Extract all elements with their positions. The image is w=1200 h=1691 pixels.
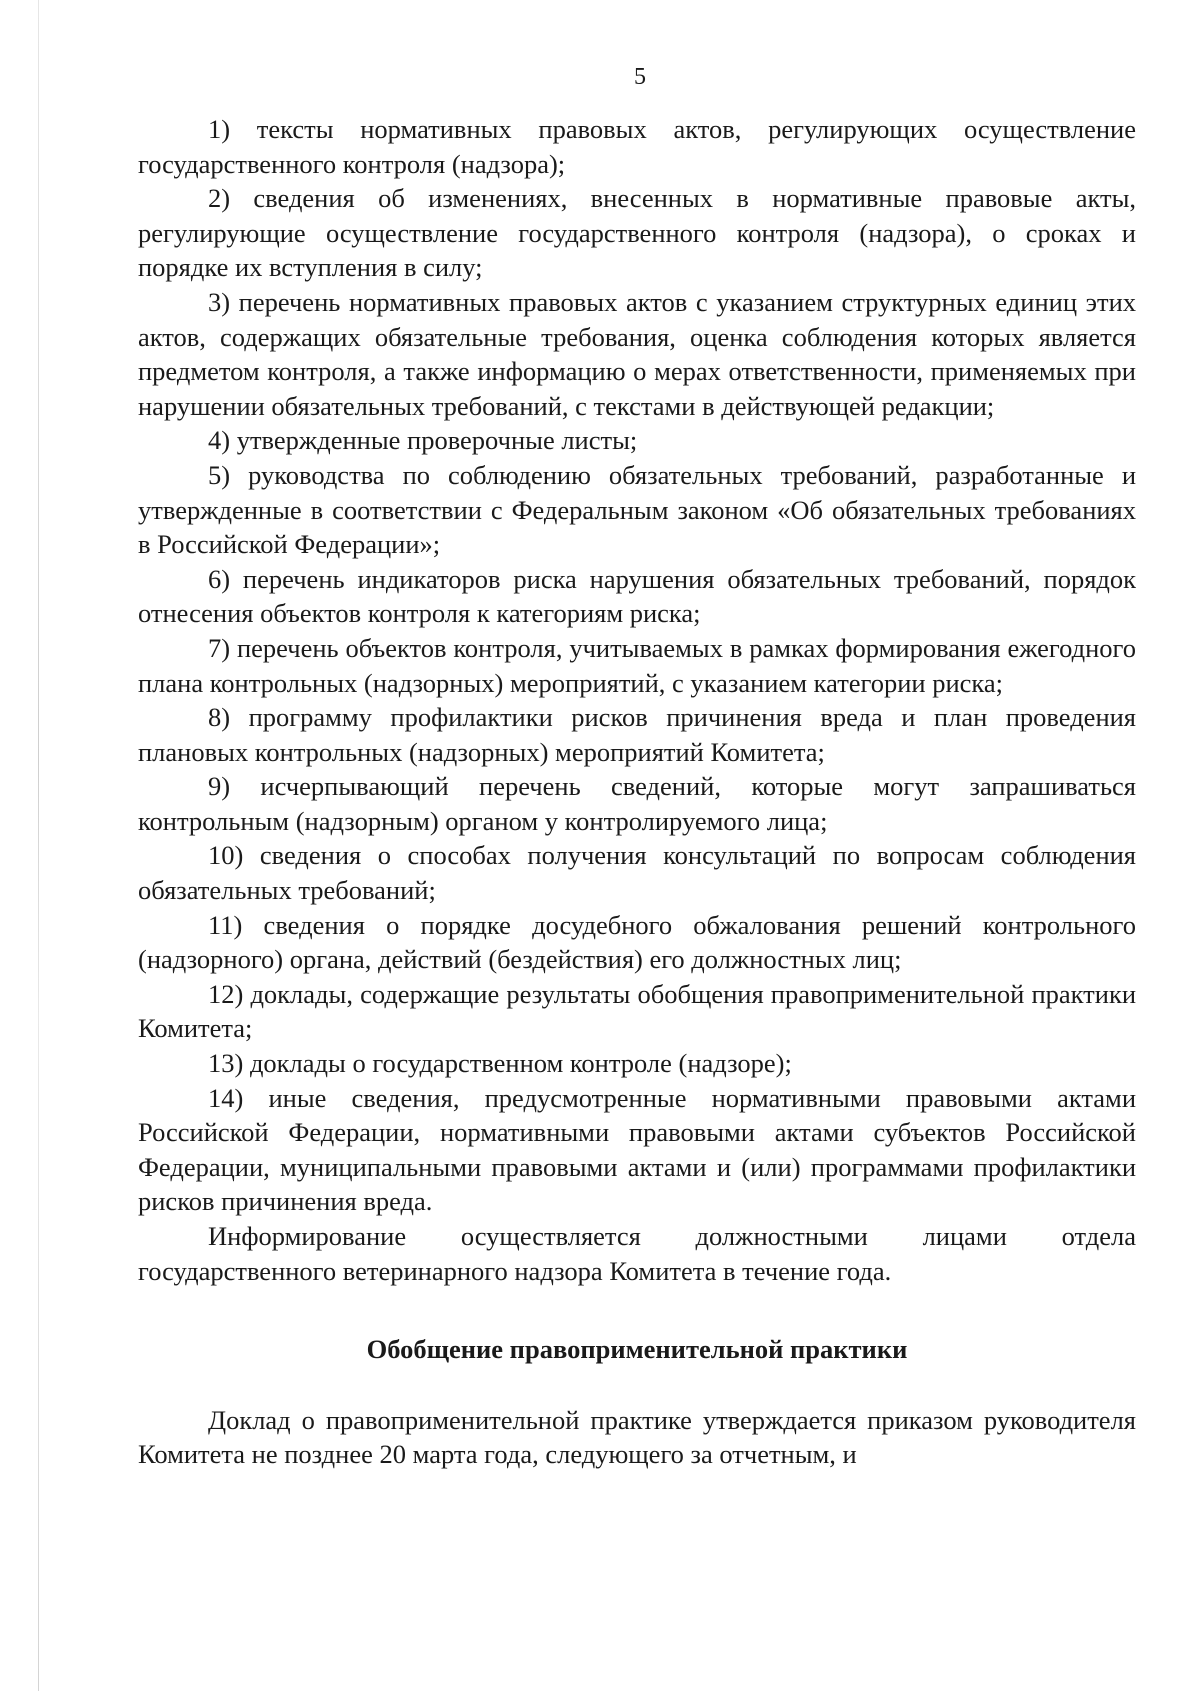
section-heading: Обобщение правоприменительной практики xyxy=(366,1334,908,1365)
list-item-14: 14) иные сведения, предусмотренные нормативными правовыми актами Российской Федерации, нормативными правовыми актами субъектов Российской Федерации, муниципальными правовыми актами и (или) программами профилактики рисков причинения вреда. xyxy=(138,1082,1136,1217)
list-item-5: 5) руководства по соблюдению обязательных требований, разработанные и утвержденные в соответствии с Федеральным законом «Об обязательных требованиях в Российской Федерации»; xyxy=(138,459,1136,560)
list-item-2: 2) сведения об изменениях, внесенных в нормативные правовые акты, регулирующие осуществление государственного контроля (надзора), о сроках и порядке их вступления в силу; xyxy=(138,183,1136,283)
list-item-1: 1) тексты нормативных правовых актов, регулирующих осуществление государственного контроля (надзора); xyxy=(138,114,1136,179)
document-body xyxy=(138,112,1136,1472)
list-item-7: 7) перечень объектов контроля, учитываемых в рамках формирования ежегодного плана контрольных (надзорных) мероприятий, с указанием категории риска; xyxy=(138,632,1136,698)
list-item-10: 10) сведения о способах получения консультаций по вопросам соблюдения обязательных требований; xyxy=(138,840,1136,906)
list-item-3: 3) перечень нормативных правовых актов с указанием структурных единиц этих актов, содержащих обязательные требования, оценка соблюдения которых является предметом контроля, а также информацию о мерах ответственности, применяемых при нарушении обязательных требований, с текстами в действующей редакции; xyxy=(138,286,1136,421)
informing-paragraph: Информирование осуществляется должностными лицами отдела государственного ветеринарного надзора Комитета в течение года. xyxy=(138,1221,1136,1286)
report-paragraph: Доклад о правоприменительной практике утверждается приказом руководителя Комитета не позднее 20 марта года, следующего за отчетным, и xyxy=(138,1404,1136,1470)
scan-margin-line xyxy=(38,0,39,1691)
list-item-13: 13) доклады о государственном контроле (надзоре); xyxy=(208,1048,792,1079)
list-item-11: 11) сведения о порядке досудебного обжалования решений контрольного (надзорного) органа, действий (бездействия) его должностных лиц; xyxy=(138,909,1136,975)
list-item-6: 6) перечень индикаторов риска нарушения обязательных требований, порядок отнесения объектов контроля к категориям риска; xyxy=(138,563,1136,629)
list-item-4: 4) утвержденные проверочные листы; xyxy=(208,425,638,456)
page-number: 5 xyxy=(634,64,646,90)
list-item-12: 12) доклады, содержащие результаты обобщения правоприменительной практики Комитета; xyxy=(138,978,1136,1044)
list-item-9: 9) исчерпывающий перечень сведений, которые могут запрашиваться контрольным (надзорным) органом у контролируемого лица; xyxy=(138,771,1136,836)
list-item-8: 8) программу профилактики рисков причинения вреда и план проведения плановых контрольных (надзорных) мероприятий Комитета; xyxy=(138,702,1136,767)
